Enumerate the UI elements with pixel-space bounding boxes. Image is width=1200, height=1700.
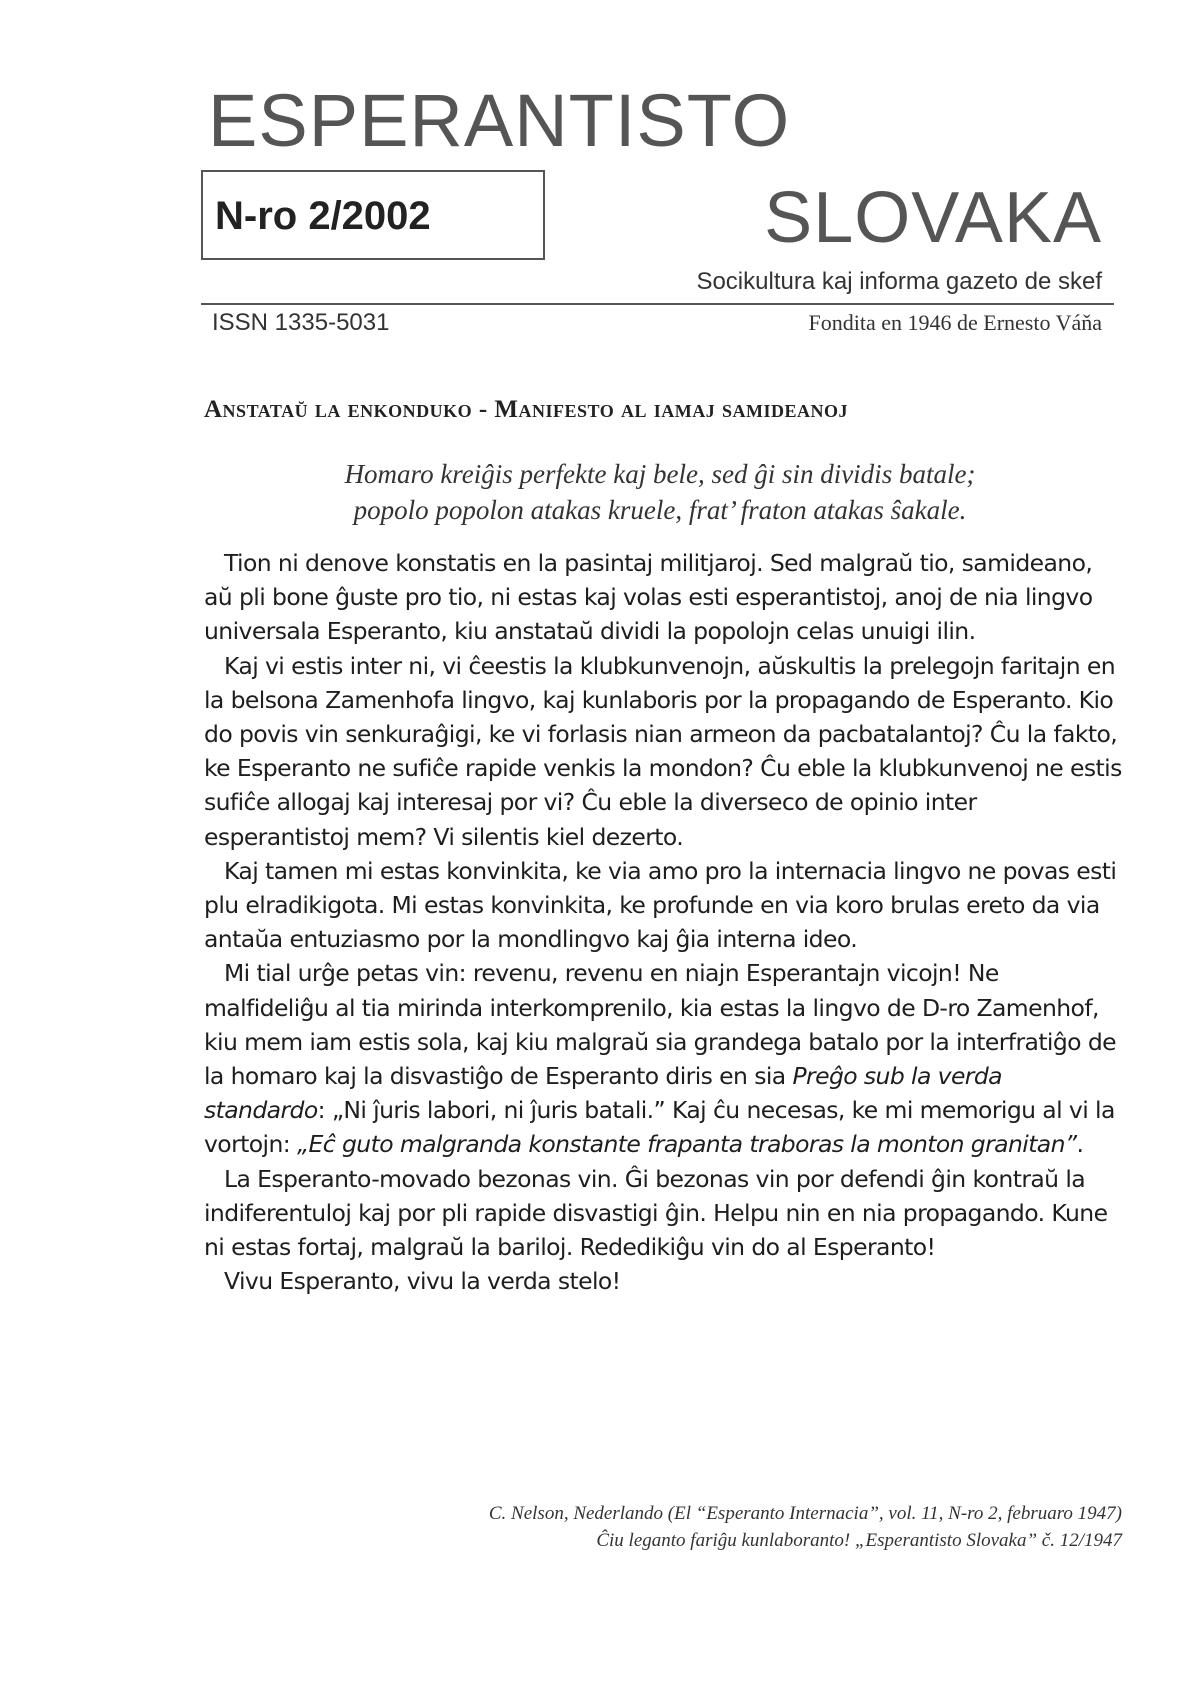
masthead-title-line1: ESPERANTISTO <box>208 79 791 162</box>
paragraph-2: Kaj vi estis inter ni, vi ĉeestis la klubkunvenojn, aŭskultis la prelegojn faritajn en la belsona Zamenhofa lingvo, kaj kunlaboris por la propagando de Esperanto. Kio do povis vin senkuraĝigi, ke vi forlasis nian armeon da pacbatalantoj? Ĉu la fakto, ke Esperanto ne sufiĉe rapide venkis la mondon? Ĉu eble la klubkunvenoj ne estis sufiĉe allogaj kaj interesaj por vi? Ĉu eble la diverseco de opinio inter esperantistoj mem? Vi silentis kiel dezerto. <box>204 651 1122 851</box>
paragraph-4 <box>204 956 1124 1161</box>
paragraph-1: Tion ni denove konstatis en la pasintaj militjaroj. Sed malgraŭ tio, samideano, aŭ pli bone ĝuste pro tio, ni estas kaj volas esti esperantistoj, anoj de nia lingvo universala Esperanto, kiu anstataŭ dividi la popolojn celas unuigi ilin. <box>204 549 1093 646</box>
masthead-divider <box>201 303 1114 305</box>
article-title: Anstataŭ la enkonduko - Manifesto al iamaj samideanoj <box>204 396 848 423</box>
paragraph-3: Kaj tamen mi estas konvinkita, ke via amo pro la internacia lingvo ne povas esti plu elradikigota. Mi estas konvinkita, ke profunde en via koro brulas ereto da via antaŭa entuziasmo por la mondlingvo kaj ĝia interna ideo. <box>204 856 1117 954</box>
paragraph-5: La Esperanto-movado bezonas vin. Ĝi bezonas vin por defendi ĝin kontraŭ la indiferentuloj kaj por pli rapide disvastigi ĝin. Helpu nin en nia propagando. Kune ni estas fortaj, malgraŭ la bariloj. Rededikiĝu vin do al Esperanto! <box>204 1164 1108 1262</box>
epigraph-line: Homaro kreiĝis perfekte kaj bele, sed ĝi sin dividis batale; <box>344 459 976 489</box>
quotation: „Eĉ guto malgranda konstante frapanta traboras la monton granitan” <box>296 1130 1077 1159</box>
prayer-title: Preĝo sub la verda standardo <box>204 1062 1002 1125</box>
issn-number: ISSN 1335-5031 <box>212 309 390 336</box>
founded-note: Fondita en 1946 de Ernesto Váňa <box>808 310 1102 335</box>
attribution <box>222 1500 1122 1554</box>
attribution-source: C. Nelson, Nederlando (El “Esperanto Internacia”, vol. 11, N-ro 2, februaro 1947) <box>488 1503 1122 1524</box>
attribution-note: Ĉiu leganto fariĝu kunlaboranto! „Esperantisto Slovaka” č. 12/1947 <box>596 1530 1122 1551</box>
epigraph-line: popolo popolon atakas kruele, frat’ fraton atakas ŝakale. <box>353 495 967 525</box>
article-body <box>204 546 1124 1298</box>
paragraph-4-text: : „Ni ĵuris labori, ni ĵuris batali.” Kaj ĉu necesas, ke mi memorigu al vi la vortojn: <box>204 1096 1115 1159</box>
paragraph-6: Vivu Esperanto, vivu la verda stelo! <box>224 1267 621 1296</box>
issue-box <box>201 170 545 260</box>
issue-number: N-ro 2/2002 <box>215 194 431 238</box>
masthead-subtitle: Socikultura kaj informa gazeto de skef <box>696 268 1102 295</box>
epigraph <box>204 456 1116 528</box>
paragraph-4-text: Mi tial urĝe petas vin: revenu, revenu en niajn Esperantajn vicojn! Ne malfideliĝu al tia mirinda interkomprenilo, kia estas la lingvo de D-ro Zamenhof, kiu mem iam estis sola, kaj kiu malgraŭ sia grandega batalo por la interfratiĝo de la homaro kaj la disvastiĝo de Esperanto diris en sia <box>204 959 1117 1091</box>
masthead-title-line2: SLOVAKA <box>764 178 1102 258</box>
paragraph-4-text: . <box>1076 1130 1084 1159</box>
